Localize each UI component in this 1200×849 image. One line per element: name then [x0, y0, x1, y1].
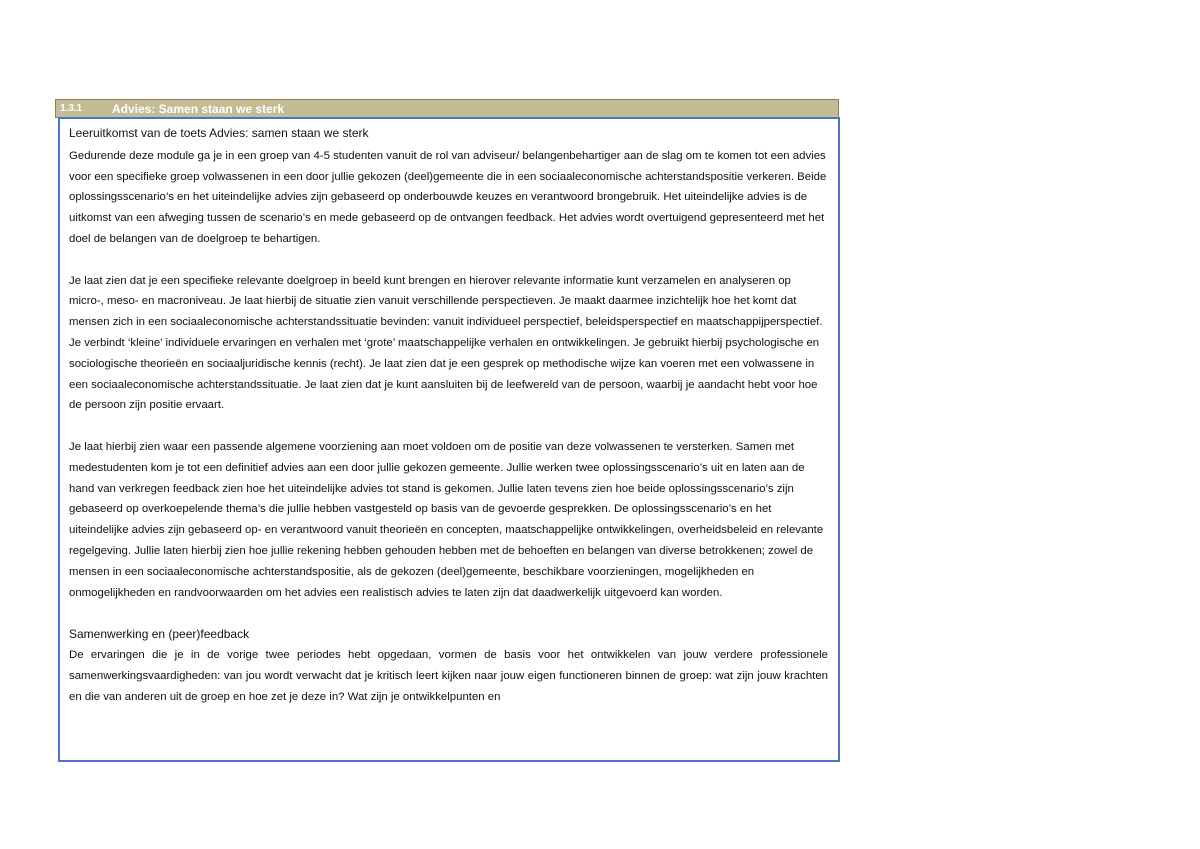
- section-number: 1.3.1: [60, 103, 83, 114]
- section-title: Advies: Samen staan we sterk: [112, 101, 285, 116]
- paragraph-module-overview: Gedurende deze module ga je in een groep van 4-5 studenten vanuit de rol van adviseur/ belangenbehartiger aan de slag om te komen tot een advies voor een specifieke groep volwassenen in een door jullie gekozen (deel)gemeente die in een sociaaleconomische achterstandspositie verkeren. Beide oplossingsscenario’s en het uiteindelijke advies zijn gebaseerd op onderbouwde keuzes en verantwoord brongebruik. Het uiteindelijke advies is de uitkomst van een afweging tussen de scenario’s en mede gebaseerd op de ontvangen feedback. Het advies wordt overtuigend gepresenteerd met het doel de belangen van de doelgroep te behartigen.: [69, 149, 827, 245]
- section-header: [55, 99, 839, 118]
- paragraph-target-group-analysis: Je laat zien dat je een specifieke relevante doelgroep in beeld kunt brengen en hierover relevante informatie kunt verzamelen en analyseren op micro-, meso- en macroniveau. Je laat hierbij de situatie zien vanuit verschillende perspectieven. Je maakt daarmee inzichtelijk hoe het komt dat mensen zich in een sociaaleconomische achterstandssituatie bevinden: vanuit individueel perspectief, beleidsperspectief en maatschappijperspectief. Je verbindt ‘kleine’ individuele ervaringen en verhalen met ‘grote’ maatschappelijke verhalen en ontwikkelingen. Je gebruikt hierbij psychologische en sociologische theorieën en sociaaljuridische kennis (recht). Je laat zien dat je een gesprek op methodische wijze kan voeren met een volwassene in een sociaaleconomische achterstandssituatie. Je laat zien dat je kunt aansluiten bij de leefwereld van de persoon, waarbij je aandacht hebt voor hoe de persoon zijn positie ervaart.: [69, 274, 823, 412]
- collaboration-subheading: Samenwerking en (peer)feedback: [69, 627, 250, 642]
- paragraph-advice-scenarios: Je laat hierbij zien waar een passende algemene voorziening aan moet voldoen om de positie van deze volwassenen te versterken. Samen met medestudenten kom je tot een definitief advies aan een door jullie gekozen gemeente. Jullie werken twee oplossingsscenario’s uit en laten aan de hand van verkregen feedback zien hoe het uiteindelijke advies tot stand is gekomen. Jullie laten tevens zien hoe beide oplossingsscenario’s zijn gebaseerd op overkoepelende thema’s die jullie hebben vastgesteld op basis van de gevoerde gesprekken. De oplossingsscenario’s en het uiteindelijke advies zijn gebaseerd op- en verantwoord vanuit theorieën en concepten, maatschappelijke ontwikkelingen, overheidsbeleid en relevante regelgeving. Jullie laten hierbij zien hoe jullie rekening hebben gehouden hebben met de behoeften en belangen van diverse betrokkenen; zowel de mensen in een sociaaleconomische achterstandspositie, als de gekozen (deel)gemeente, beschikbare voorzieningen, mogelijkheden en onmogelijkheden en randvoorwaarden om het advies een realistisch advies te laten zijn dat daadwerkelijk uitgevoerd kan worden.: [69, 440, 824, 599]
- learning-outcome-heading: Leeruitkomst van de toets Advies: samen staan we sterk: [69, 126, 369, 140]
- learning-outcome-box: [58, 117, 840, 762]
- paragraph-collaboration: De ervaringen die je in de vorige twee periodes hebt opgedaan, vormen de basis voor het ontwikkelen van jouw verdere professionele samenwerkingsvaardigheden: van jou wordt verwacht dat je kritisch leert kijken naar jouw eigen functioneren binnen de groep: wat zijn jouw krachten en die van anderen uit de groep en hoe zet je deze in? Wat zijn je ontwikkelpunten en: [69, 648, 828, 703]
